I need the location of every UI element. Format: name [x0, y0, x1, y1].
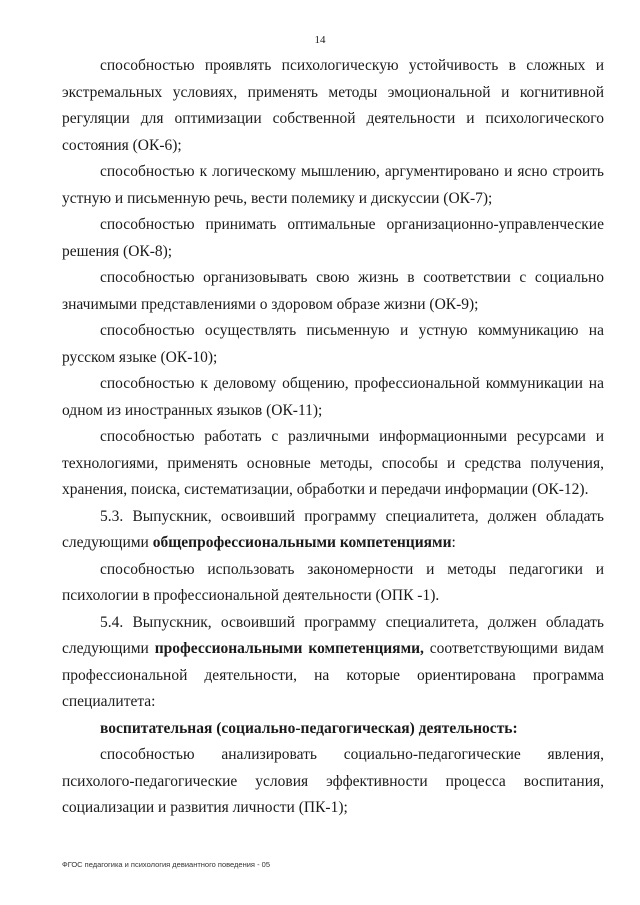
section-5-4-tail: соответствующими видам профессиональной деятельности, на которые ориентирована программа специалитета: [62, 640, 604, 710]
page-footer: ФГОС педагогика и психология девиантного поведения - 05 [62, 860, 271, 869]
paragraph-pk-1: способностью анализировать социально-педагогические явления, психолого-педагогические условия эффективности процесса воспитания, социализации и развития личности (ПК-1); [62, 746, 604, 816]
page-number: 14 [314, 34, 326, 46]
section-5-4 [62, 610, 604, 716]
paragraph-ok-12: способностью работать с различными информационными ресурсами и технологиями, применять основные методы, способы и средства получения, хранения, поиска, систематизации, обработки и передачи информации (ОК-12). [62, 428, 604, 498]
section-5-3-bold: общепрофессиональными компетенциями [152, 534, 452, 551]
paragraph-ok-9: способностью организовывать свою жизнь в соответствии с социально значимыми представлениями о здоровом образе жизни (ОК-9); [62, 269, 604, 313]
paragraph-opk-1: способностью использовать закономерности и методы педагогики и психологии в профессиональной деятельности (ОПК -1). [62, 560, 604, 604]
section-5-3 [62, 504, 604, 557]
activity-heading: воспитательная (социально-педагогическая) деятельность: [100, 719, 518, 737]
section-5-3-text: 5.3. Выпускник, освоивший программу специалитета, должен обладать следующими [62, 507, 604, 551]
page-body [62, 53, 604, 822]
paragraph-ok-10: способностью осуществлять письменную и устную коммуникацию на русском языке (ОК-10); [62, 322, 604, 366]
paragraph-ok-11: способностью к деловому общению, профессиональной коммуникации на одном из иностранных языков (ОК-11); [62, 375, 604, 419]
paragraph-ok-8: способностью принимать оптимальные организационно-управленческие решения (ОК-8); [62, 216, 604, 260]
section-5-4-text: 5.4. Выпускник, освоивший программу специалитета, должен обладать следующими [62, 613, 604, 657]
section-5-4-bold: профессиональными компетенциями, [154, 640, 424, 657]
paragraph-ok-6: способностью проявлять психологическую устойчивость в сложных и экстремальных условиях, применять методы эмоциональной и когнитивной регуляции для оптимизации собственной деятельности и психологического состояния (ОК-6); [62, 57, 604, 154]
paragraph-ok-7: способностью к логическому мышлению, аргументировано и ясно строить устную и письменную речь, вести полемику и дискуссии (ОК-7); [62, 163, 604, 207]
section-5-3-tail: : [451, 534, 456, 551]
